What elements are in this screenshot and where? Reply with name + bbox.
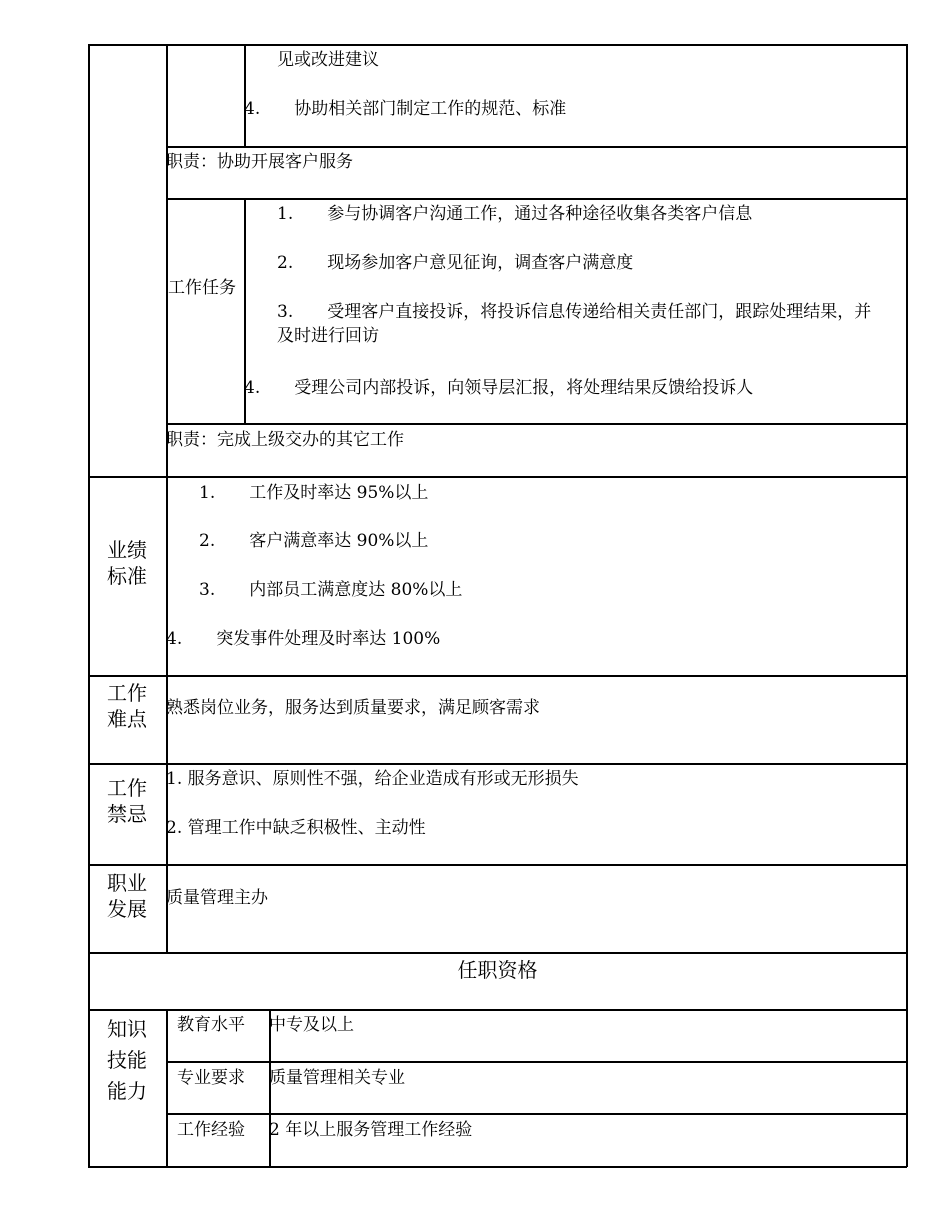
career-label: 职业发展 xyxy=(107,871,147,921)
column-divider xyxy=(166,1009,168,1167)
task-item-1: 1. 参与协调客户沟通工作，通过各种途径收集各类客户信息 xyxy=(277,204,753,224)
row-divider xyxy=(166,198,907,200)
performance-label: 业绩标准 xyxy=(107,538,147,588)
duty-title-other-work: 职责：完成上级交办的其它工作 xyxy=(166,430,404,450)
table-border-top xyxy=(88,44,907,46)
qualification-label: 知识技能能力 xyxy=(107,1017,147,1103)
continued-item-4: 4. 协助相关部门制定工作的规范、标准 xyxy=(244,99,567,119)
performance-item-1: 1. 工作及时率达 95%以上 xyxy=(199,483,429,503)
table-border-left xyxy=(88,44,90,1167)
task-item-3: 3. 受理客户直接投诉，将投诉信息传递给相关责任部门，跟踪处理结果，并及时进行回访 xyxy=(277,302,872,346)
row-divider xyxy=(166,1113,907,1115)
column-divider xyxy=(244,44,246,146)
taboo-item-1: 1. 服务意识、原则性不强，给企业造成有形或无形损失 xyxy=(166,769,579,789)
row-divider xyxy=(88,1009,907,1011)
row-divider xyxy=(88,675,907,677)
taboo-item-2: 2. 管理工作中缺乏积极性、主动性 xyxy=(166,818,426,838)
task-item-2: 2. 现场参加客户意见征询，调查客户满意度 xyxy=(277,253,634,273)
career-text: 质量管理主办 xyxy=(166,888,268,908)
task-label: 工作任务 xyxy=(168,278,236,298)
major-key: 专业要求 xyxy=(177,1068,245,1088)
experience-key: 工作经验 xyxy=(177,1120,245,1140)
difficulty-label: 工作难点 xyxy=(107,681,147,731)
row-divider xyxy=(166,146,907,148)
performance-item-3: 3. 内部员工满意度达 80%以上 xyxy=(199,580,463,600)
performance-item-2: 2. 客户满意率达 90%以上 xyxy=(199,531,429,551)
row-divider xyxy=(88,864,907,866)
table-border-bottom xyxy=(88,1166,907,1168)
continued-line: 见或改进建议 xyxy=(277,50,379,70)
qualification-title: 任职资格 xyxy=(457,958,538,982)
duty-title-customer-service: 职责：协助开展客户服务 xyxy=(166,152,353,172)
performance-item-4: 4. 突发事件处理及时率达 100% xyxy=(166,629,441,649)
row-divider xyxy=(166,1061,907,1063)
education-value: 中专及以上 xyxy=(269,1015,354,1035)
row-divider xyxy=(88,476,907,478)
row-divider xyxy=(88,952,907,954)
education-key: 教育水平 xyxy=(177,1015,245,1035)
row-divider xyxy=(88,763,907,765)
task-item-4: 4. 受理公司内部投诉，向领导层汇报，将处理结果反馈给投诉人 xyxy=(244,378,754,398)
difficulty-text: 熟悉岗位业务，服务达到质量要求，满足顾客需求 xyxy=(166,698,540,718)
row-divider xyxy=(166,423,907,425)
taboo-label: 工作禁忌 xyxy=(107,776,147,826)
major-value: 质量管理相关专业 xyxy=(269,1068,405,1088)
experience-value: 2 年以上服务管理工作经验 xyxy=(269,1120,473,1140)
table-border-right xyxy=(906,44,908,1167)
